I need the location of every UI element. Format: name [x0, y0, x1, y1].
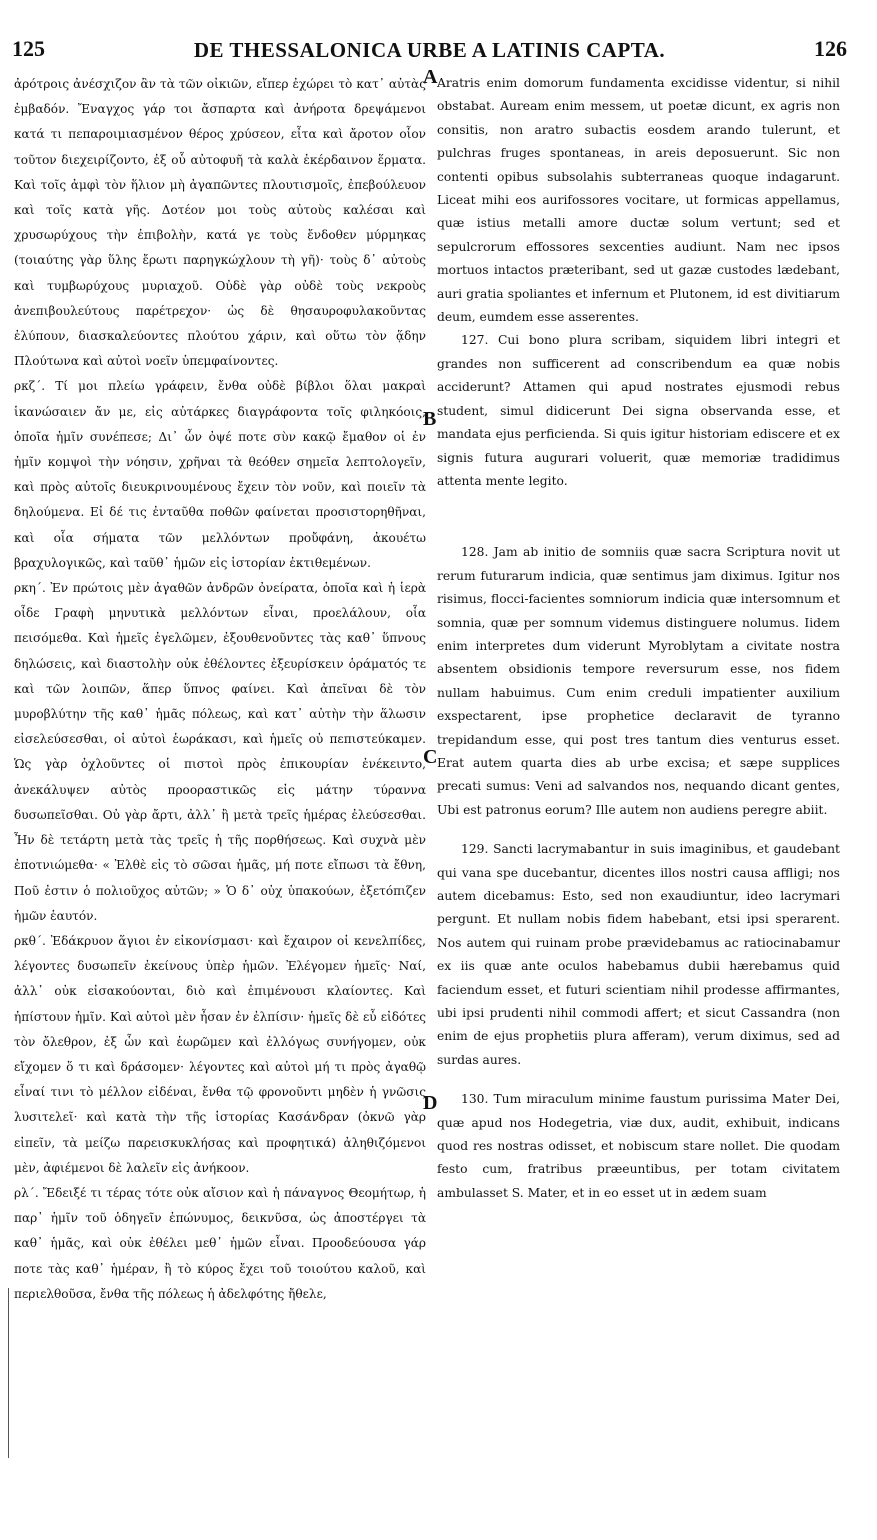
greek-paragraph-129: ρκθ΄. Ἐδάκρυον ἅγιοι ἐν εἰκονίσμασι· καὶ ἔχαιρον οἱ κενελπίδες, λέγοντες δυσωπεῖν ἐκείνους ὑπὲρ ἡμῶν. Ἐλέγομεν ἡμεῖς· Ναί, ἀλλ᾽ οὐκ εἰσακούονται, διὸ καὶ ἐπιμένουσι κλαίοντες. Καὶ ἠπίστουν ἡμῖν. Καὶ αὐτοὶ μὲν ἦσαν ἐν ἐλπίσιν· ἡμεῖς δὲ εὖ εἰδότες τὸν ὄλεθρον, ἐξ ὧν καὶ ἑωρῶμεν καὶ ἐλλόγως συνήγομεν, οὐκ εἴχομεν ὅ τι καὶ δράσομεν· λέγοντες καὶ αὐτοὶ μή τι πρὸς ἀγαθῷ εἶναί τινι τὸ μέλλον εἰδέναι, ἔνθα τῷ φρονοῦντι μηδὲν ἡ γνῶσις λυσιτελεῖ· καὶ κατὰ τὴν τῆς ἱστορίας Κασάνδραν (ὀκνῶ γὰρ εἰπεῖν, τὰ μείζω παρεισκυκλήσας καὶ προφητικά) ἀληθιζόμενοι μὲν, ἀφιέμενοι δὲ λαλεῖν εἰς ἀνήκοον. — [14, 933, 426, 1175]
margin-letter-b: B — [423, 408, 437, 430]
latin-paragraph-129: 129. Sancti lacrymabantur in suis imaginibus, et gaudebant qui vana spe ducebantur, dicentes illos nostri causa affligi; nos autem dicebamus: Esto, sed non exaudiuntur, ideo lacrymari pergunt. Et nullam nobis fidem habebant, etsi ipsi sperarent. Nos autem qui ruinam probe prævidebamus ac ratiocinabamur ex iis quæ ante oculos habebamus dubii hærebamus quid faciendum esset, et futuri scientiam nihil prodesse affirmantes, ubi ipsi prudenti nihil commodi affert; et sicut Cassandra (non enim de ejus prophetiis plura afferam), verum diximus, sed ad surdas aures. — [437, 842, 840, 1067]
running-header — [12, 36, 847, 66]
latin-paragraph-127: 127. Cui bono plura scribam, siquidem libri integri et grandes non sufficerent ad conscribendum ea quæ nobis acciderunt? Attamen qui apud nostrates ejusmodi rebus student, simul didicerunt Dei signa observanda esse, et mandata ejus perficienda. Si quis igitur historiam ediscere et ex signis futura augurari voluerit, quæ memoriæ tradidimus attenta mente legito. — [437, 333, 840, 488]
greek-paragraph-130: ρλ΄. Ἔδειξέ τι τέρας τότε οὐκ αἴσιον καὶ ἡ πάναγνος Θεομήτωρ, ἡ παρ᾽ ἡμῖν τοῦ ὁδηγεῖν ἐπώνυμος, δεικνῦσα, ὡς ἀποστέργει τὰ καθ᾽ ἡμᾶς, καὶ οὐκ ἐθέλει μεθ᾽ ἡμῶν εἶναι. Προοδεύουσα γάρ ποτε τὰς καθ᾽ ἡμέραν, ἢ τὸ κύρος ἔχει τοῦ τοιούτου καλοῦ, καὶ περιελθοῦσα, ἔνθα τῆς πόλεως ἡ ἀδελφότης ἤθελε, — [14, 1185, 426, 1301]
running-title: DE THESSALONICA URBE A LATINIS CAPTA. — [193, 38, 666, 62]
latin-paragraph-130: 130. Tum miraculum minime faustum purissima Mater Dei, quæ apud nos Hodegetria, viæ dux, audit, exhibuit, indicans quod res nostras odisset, et nobiscum stare nollet. Die quodam festo cum, fratribus præeuntibus, per totam civitatem ambulasset S. Mater, et in eo esset ut in ædem suam — [437, 1092, 840, 1200]
page-number-right: 126 — [814, 36, 847, 61]
greek-paragraph-intro: ἀρότροις ἀνέσχιζον ἂν τὰ τῶν οἰκιῶν, εἴπερ ἐχώρει τὸ κατ᾽ αὐτὰς ἐμβαδόν. Ἔναγχος γάρ τοι ἄσπαρτα καὶ ἀνήροτα δρεψάμενοι κατά τι πεπαροιμιασμένον θέρος χρύσεον, εἶτα καὶ ἄροτον οἷον τοῦτον διεχειρίζοντο, ἐξ οὗ αὐτοφυῆ τὰ καλὰ ἐκέρδαινον ἕρματα. Καὶ τοῖς ἀμφὶ τὸν ἥλιον μὴ ἀγαπῶντες πλουτισμοῖς, ἐπεβούλευον καὶ τοῖς κατὰ γῆς. Δοτέον μοι τοὺς αὐτοὺς καλέσαι καὶ χρυσωρύχους τὴν ἐπιβολὴν, κατά γε τοὺς ἔνδοθεν μύρμηκας (τοιαύτης γὰρ ὕλης ἔρωτι παρηγκώχλουν τὴ γῆ)· τοὺς δ᾽ αὐτοὺς καὶ τυμβωρύχους μυριαχοῦ. Οὐδὲ γὰρ οὐδὲ τοὺς νεκροὺς ἀνεπιβουλεύτους παρέτρεχον· ὡς δὲ θησαυροφυλακοῦντας ἐλύπουν, διασκαλεύοντες πλούτου χάριν, καὶ οὕτω τὸν ᾅδην Πλούτωνα καὶ αὐτοὶ νοεῖν ὑπεμφαίνοντες. — [14, 77, 426, 369]
latin-paragraph-128: 128. Jam ab initio de somniis quæ sacra Scriptura novit ut rerum futurarum indicia, quæ sentimus jam diximus. Igitur nos risimus, flocci-facientes somniorum indicia quæ intersomnum et somnia, quæ per somnum videmus distinguere nolumus. Iidem enim interpretes dum viderunt Myroblytam a civitate nostra absentem obsidionis tempore reversurum esse, nos fidem nullam habuimus. Cum enim creduli impatienter auxilium exspectarent, ipse prophetice declaravit de tyranno trepidandum esse, qui post tres tantum dies venturus esset. Erat autem quarta dies ab urbe excisa; et sæpe supplices precati sumus: Veni ad salvandos nos, nequando dicant gentes, Ubi est patronus eorum? Ille autem non audiens peregre abiit. — [437, 545, 840, 817]
greek-paragraph-127: ρκζ΄. Τί μοι πλείω γράφειν, ἔνθα οὐδὲ βίβλοι ὅλαι μακραὶ ἱκανώσαιεν ἄν με, εἰς αὐτάρκες διαγράφοντα τοῖς φιληκόοις, ὁποῖα ἡμῖν συνέπεσε; Δι᾽ ὧν ὀψέ ποτε σὺν κακῷ ἔμαθον οἱ ἐν ἡμῖν κομψοὶ τὴν νόησιν, χρῆναι τὰ θεόθεν σημεῖα λεπτολογεῖν, καὶ πρὸς αὐτοῖς διευκρινουμένους ἔχειν τὸν νοῦν, καὶ ποιεῖν τὰ δηλούμενα. Εἰ δέ τις ἐνταῦθα ποθῶν φαίνεται προσιστορηθῆναι, καὶ οἷα σήματα τῶν μελλόντων προὔφάνη, ἀκουέτω βραχυλογικῶς, καὶ ταῦθ᾽ ἡμῶν εἰς ἱστορίαν ἐκτιθεμένων. — [14, 379, 426, 570]
latin-paragraph-intro: Aratris enim domorum fundamenta excidisse videntur, si nihil obstabat. Auream enim messem, ut poetæ dicunt, ex agris non consitis, non aratro subactis eosdem arando tulerunt, et pulchras fruges spontaneas, in areis deposuerunt. Sic non contenti opibus subsolahis subterraneas quoque indagarunt. Liceat mihi eos aurifossores vocitare, ut formicas appellamus, quæ istius metalli amore ductæ solum vertunt; sed et sepulcrorum effossores sexcenties audiunt. Nam nec ipsos mortuos intactos præteribant, sed ut gazæ custodes lædebant, auri gratia spoliantes et infernum et Plutonem, id est divitiarum deum, eumdem esse asserentes. — [437, 76, 840, 325]
page-number-left: 125 — [12, 36, 45, 61]
margin-letter-c: C — [423, 746, 438, 768]
margin-rule — [8, 1288, 9, 1458]
greek-column — [14, 72, 426, 1307]
greek-paragraph-128: ρκη΄. Ἐν πρώτοις μὲν ἀγαθῶν ἀνδρῶν ὀνείρατα, ὁποῖα καὶ ἡ ἱερὰ οἶδε Γραφὴ μηνυτικὰ μελλόντων εἶναι, προελάλουν, οἷα πεισόμεθα. Καὶ ἡμεῖς ἐγελῶμεν, ἐξουθενοῦντες τὰς καθ᾽ ὕπνους δηλώσεις, καὶ διαστολὴν οὐκ ἐθέλοντες ἐξευρίσκειν ὁράματός τε καὶ τῶν λοιπῶν, ἅπερ ὕπνος φαίνει. Καὶ ἀπεῖναι δὲ τὸν μυροβλύτην τῆς καθ᾽ ἡμᾶς πόλεως, καὶ κατ᾽ αὐτὴν τὴν ἅλωσιν εἰσελεύσεσθαι, οἱ αὐτοὶ ἑωράκασι, καὶ ἡμεῖς οὐ πεπιστεύκαμεν. Ὡς γὰρ ὀχλοῦντες οἱ πιστοὶ πρὸς ἐπικουρίαν ἐνέκειντο, ἀνεκάλυψεν αὐτὸς προοραστικῶς εἰς μάτην τύραννα δυσωπεῖσθαι. Οὐ γὰρ ἄρτι, ἀλλ᾽ ἢ μετὰ τρεῖς ἡμέρας ἐλεύσεσθαι. Ἦν δὲ τετάρτη μετὰ τὰς τρεῖς ἡ τῆς πορθήσεως. Καὶ συχνὰ μὲν ἐποτνιώμεθα· « Ἐλθὲ εἰς τὸ σῶσαι ἡμᾶς, μή ποτε εἴπωσι τὰ ἔθνη, Ποῦ ἐστιν ὁ πολιοῦχος αὐτῶν; » Ὁ δ᾽ οὐχ ὑπακούων, ἐξετόπιζεν ἡμῶν ἑαυτόν. — [14, 581, 426, 923]
margin-letter-d: D — [423, 1092, 438, 1114]
latin-column — [437, 72, 840, 1205]
margin-letter-a: A — [423, 66, 438, 88]
